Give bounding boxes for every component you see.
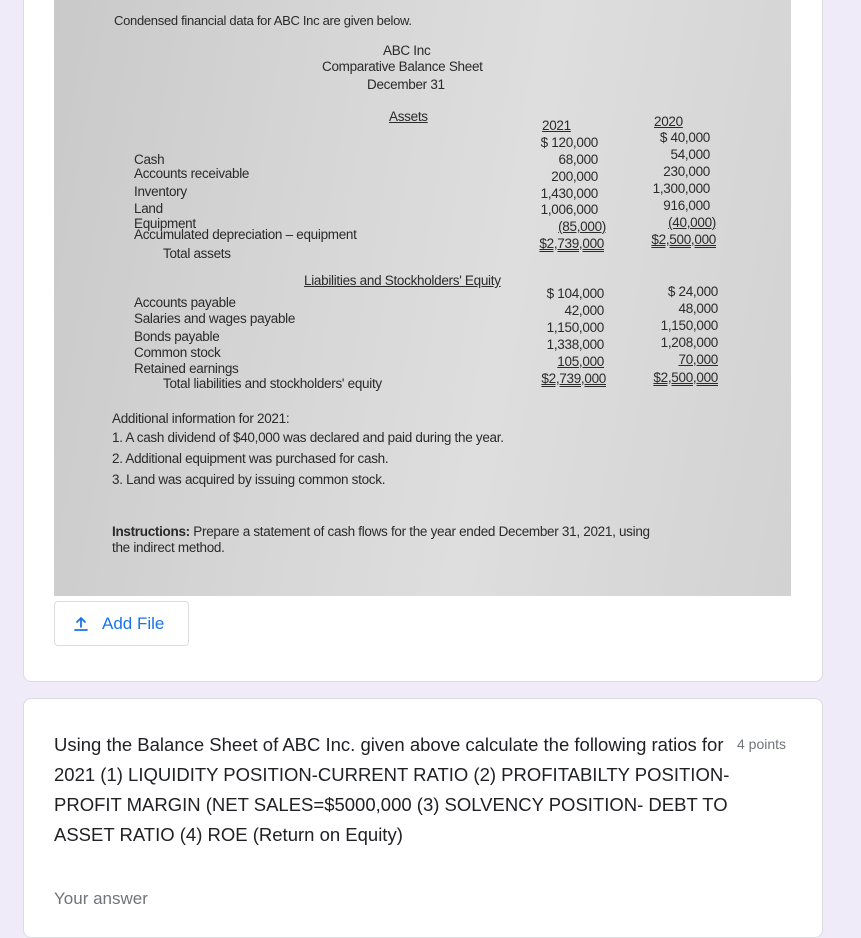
liability-label: Retained earnings [134, 361, 239, 376]
liability-2021: 105,000 [557, 354, 604, 369]
liability-2021: 1,338,000 [546, 337, 604, 352]
liability-2020: $ 24,000 [667, 284, 718, 299]
total-assets-2020: $2,500,000 [651, 232, 716, 247]
asset-2020: (40,000) [668, 215, 716, 230]
company-name: ABC Inc [383, 43, 431, 58]
asset-2020: 230,000 [663, 164, 710, 179]
liability-2020: 1,150,000 [660, 318, 718, 333]
additional-item: 2. Additional equipment was purchased for cash. [112, 451, 389, 466]
upload-icon [73, 616, 89, 632]
asset-2021: $ 120,000 [540, 135, 598, 150]
points-badge: 4 points [737, 736, 787, 752]
asset-label: Equipment [134, 216, 196, 231]
liability-label: Common stock [134, 345, 221, 360]
instructions-line2: the indirect method. [112, 540, 225, 555]
liability-2020: 48,000 [678, 301, 718, 316]
asset-label: Inventory [134, 184, 187, 199]
total-liabilities-label: Total liabilities and stockholders' equity [163, 376, 382, 391]
liability-label: Bonds payable [134, 329, 220, 344]
question-text: Using the Balance Sheet of ABC Inc. given above calculate the following ratios for 2021 (1) LIQUIDITY POSITION-CURRENT RATIO (2) PROFITABILTY POSITION-PROFIT MARGIN (NET SALES=$5000,000 (3) SOLVENCY POSITION- DEBT TO ASSET RATIO (4) ROE (Return on Equity) [54, 734, 730, 845]
instructions-text [112, 524, 650, 539]
total-assets-label: Total assets [163, 246, 231, 261]
liability-2021: 1,150,000 [546, 320, 604, 335]
liabilities-heading: Liabilities and Stockholders' Equity [304, 273, 501, 288]
liability-2021: 42,000 [564, 303, 604, 318]
statement-title: Comparative Balance Sheet [322, 59, 483, 74]
instructions-label: Instructions: [112, 524, 190, 539]
asset-2021: (85,000) [558, 219, 606, 234]
asset-2021: 1,006,000 [540, 202, 598, 217]
additional-item: 1. A cash dividend of $40,000 was declared and paid during the year. [112, 430, 504, 445]
asset-label: Accounts receivable [134, 166, 250, 181]
instructions-line1: Prepare a statement of cash flows for the year ended December 31, 2021, using [189, 524, 650, 539]
asset-2020: $ 40,000 [659, 130, 710, 145]
asset-2020: 916,000 [663, 198, 710, 213]
additional-heading: Additional information for 2021: [112, 411, 290, 426]
intro-text: Condensed financial data for ABC Inc are given below. [114, 13, 412, 28]
total-assets-2021: $2,739,000 [539, 236, 604, 251]
add-file-label: Add File [102, 613, 165, 633]
liability-2021: $ 104,000 [546, 286, 604, 301]
asset-label: Accumulated depreciation – equipment [134, 227, 357, 242]
asset-2021: 200,000 [551, 169, 598, 184]
total-liabilities-2021: $2,739,000 [541, 371, 606, 386]
asset-label: Land [134, 201, 163, 216]
add-file-button[interactable] [54, 601, 189, 646]
additional-item: 3. Land was acquired by issuing common stock. [112, 472, 386, 487]
liability-label: Salaries and wages payable [134, 311, 296, 326]
asset-2021: 1,430,000 [540, 186, 598, 201]
liability-label: Accounts payable [134, 295, 236, 310]
balance-sheet-image [54, 0, 791, 596]
statement-date: December 31 [367, 77, 445, 92]
year-2021-header: 2021 [542, 118, 571, 133]
answer-input[interactable]: Your answer [54, 889, 148, 908]
asset-2021: 68,000 [558, 152, 598, 167]
asset-label: Cash [134, 152, 165, 167]
year-2020-header: 2020 [654, 114, 683, 129]
total-liabilities-2020: $2,500,000 [653, 370, 718, 385]
liability-2020: 1,208,000 [660, 335, 718, 350]
asset-2020: 1,300,000 [652, 181, 710, 196]
asset-2020: 54,000 [670, 147, 710, 162]
assets-heading: Assets [389, 109, 428, 124]
liability-2020: 70,000 [678, 352, 718, 367]
